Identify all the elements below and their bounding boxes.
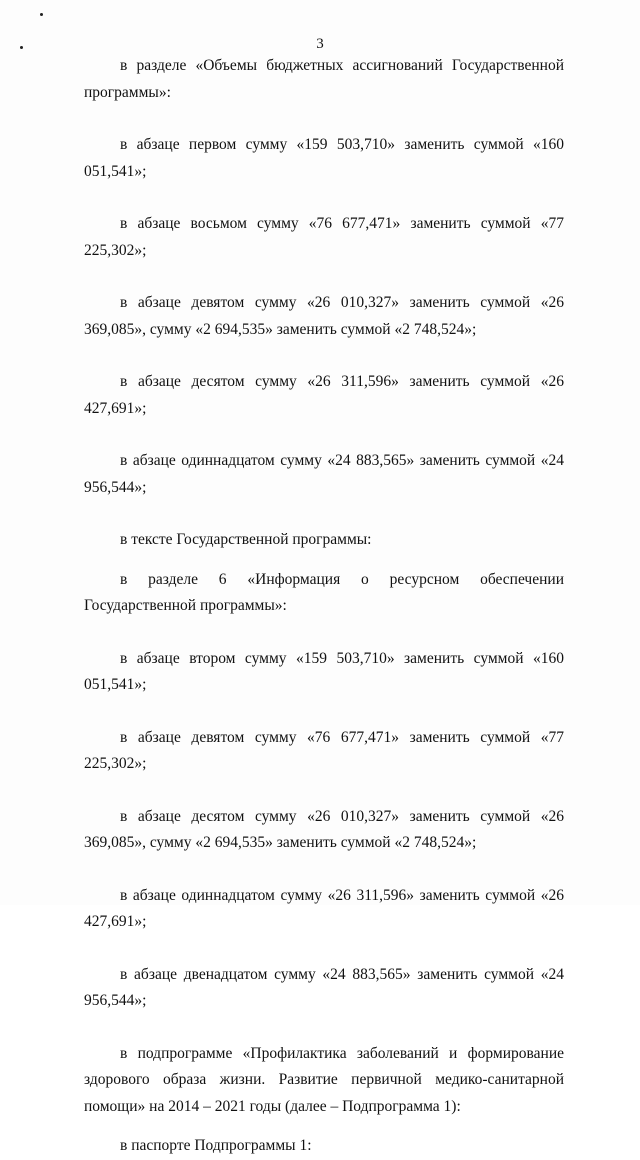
paragraph: в абзаце девятом сумму «76 677,471» заменить суммой «77 225,302»; xyxy=(84,728,564,772)
paragraph: в абзаце восьмом сумму «76 677,471» заменить суммой «77 225,302»; xyxy=(84,215,564,259)
paragraph: в паспорте Подпрограммы 1: xyxy=(120,1137,312,1154)
paragraph: в абзаце одиннадцатом сумму «26 311,596» заменить суммой «26 427,691»; xyxy=(84,886,564,930)
paragraph: в абзаце десятом сумму «26 010,327» заменить суммой «26 369,085», сумму «2 694,535» заменить суммой «2 748,524»; xyxy=(84,807,564,851)
paragraph: в абзаце девятом сумму «26 010,327» заменить суммой «26 369,085», сумму «2 694,535» заменить суммой «2 748,524»; xyxy=(84,294,564,338)
paragraph: в разделе «Объемы бюджетных ассигнований Государственной программы»: xyxy=(84,57,564,101)
paragraph: в абзаце первом сумму «159 503,710» заменить суммой «160 051,541»; xyxy=(84,136,564,180)
paragraph: в тексте Государственной программы: xyxy=(120,531,372,548)
paragraph: в абзаце десятом сумму «26 311,596» заменить суммой «26 427,691»; xyxy=(84,373,564,417)
paragraph: в абзаце одиннадцатом сумму «24 883,565» заменить суммой «24 956,544»; xyxy=(84,452,564,496)
paragraph: в абзаце двенадцатом сумму «24 883,565» заменить суммой «24 956,544»; xyxy=(84,965,564,1009)
paragraph: в подпрограмме «Профилактика заболеваний и формирование здорового образа жизни. Развитие первичной медико-санитарной помощи» на 2014 – 2021 годы (далее – Подпрограмма 1): xyxy=(84,1044,564,1115)
scan-artifact-dot xyxy=(40,13,43,16)
document-body xyxy=(84,53,564,1160)
paragraph: в абзаце втором сумму «159 503,710» заменить суммой «160 051,541»; xyxy=(84,649,564,693)
paragraph: в разделе 6 «Информация о ресурсном обеспечении Государственной программы»: xyxy=(84,570,564,614)
page-number: 3 xyxy=(316,36,324,52)
